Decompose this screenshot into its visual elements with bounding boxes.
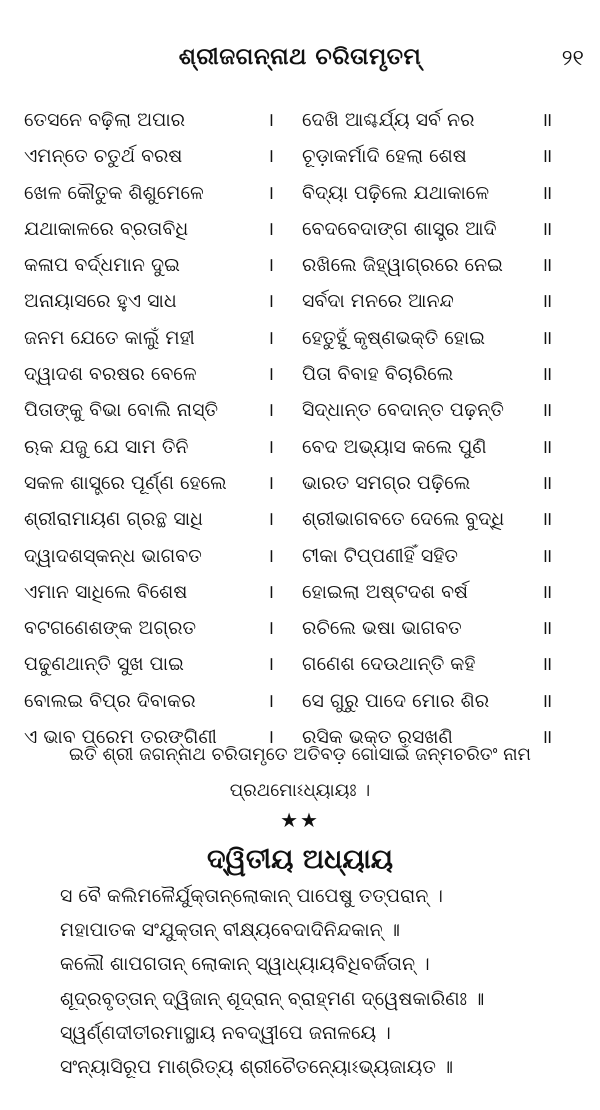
half-verse-separator: । [267, 653, 275, 676]
verse-first-half: ଦ୍ୱାଦଶ ବରଷର ବେଳେ [24, 363, 197, 386]
verse-second-half: ଚୂଡ଼ାକର୍ମାଦି ହେଲା ଶେଷ [302, 145, 467, 168]
half-verse-separator: । [267, 617, 275, 640]
half-verse-separator: । [267, 471, 275, 494]
verse-first-half: ଜନମ ଯେତେ କାଲୁଁ ମହୀ [24, 326, 195, 349]
verse-second-half: ଟୀକା ଟିପ୍ପଣୀହିଁ ସହିତ [302, 544, 458, 567]
verse-row [0, 538, 600, 574]
verse-first-half: ଏ ଭାବ ପ୍ରେମ ତରଙ୍ଗିଣୀ [24, 726, 217, 749]
verse-end-mark: ॥ [541, 508, 553, 531]
verse-row [0, 102, 600, 138]
half-verse-separator: । [267, 726, 275, 749]
verse-end-mark: ॥ [541, 617, 553, 640]
verse-first-half: ବୋଲଇ ବିପ୍ର ଦିବାକର [24, 689, 196, 712]
verse-end-mark: ॥ [541, 399, 553, 422]
verse-first-half: ସକଳ ଶାସ୍ତ୍ରେ ପୂର୍ଣ୍ଣ ହେଲେ [24, 471, 227, 494]
half-verse-separator: । [267, 145, 275, 168]
half-verse-separator: । [267, 109, 275, 131]
sanskrit-line: ସ ବୈ କଲିମଳୈର୍ଯୁକ୍ତାନ୍‌ଲୋକାନ୍ ପାପେଷୁ ତତ୍‌ପରାନ୍ । [60, 885, 443, 907]
verse-end-mark: ॥ [541, 326, 553, 349]
sanskrit-line: ଶୂଦ୍ରବୃତ୍ତାନ୍ ଦ୍ୱିଜାନ୍ ଶୂଦ୍ରାନ୍ ବ୍ରାହ୍ମଣ ଦ୍ୱେଷକାରିଣଃ ॥ [60, 987, 485, 1010]
verse-end-mark: ॥ [541, 181, 553, 204]
verse-second-half: ହେତୁହୁଁ କୃଷ୍ଣଭକ୍ତି ହୋଇ [302, 326, 486, 349]
half-verse-separator: । [267, 544, 275, 567]
verse-first-half: ଶ୍ରୀରାମାୟଣ ଗ୍ରନ୍ଥ ସାଧି [24, 508, 203, 531]
verse-first-half: ଅନାୟାସରେ ହୁଏ ସାଧ [24, 290, 177, 313]
half-verse-separator: । [267, 580, 275, 603]
star-ornament: ★★ [280, 808, 320, 832]
half-verse-separator: । [267, 399, 275, 422]
half-verse-separator: । [267, 217, 275, 240]
verse-second-half: ସିଦ୍ଧାନ୍ତ ବେଦାନ୍ତ ପଢ଼ନ୍ତି [302, 399, 504, 422]
chapter-colophon [0, 737, 600, 809]
sanskrit-line: ସଂନ୍ୟାସିରୂପ ମାଶ୍ରିତ୍ୟ ଶ୍ରୀଚୈତନ୍ୟୋଽଭ୍ୟଜାୟତ ॥ [60, 1055, 454, 1078]
verse-row [0, 247, 600, 283]
verse-end-mark: ॥ [541, 290, 553, 313]
sanskrit-verse-block [60, 879, 590, 1084]
half-verse-separator: । [267, 181, 275, 204]
verse-second-half: ଶ୍ରୀଭାଗବତେ ଦେଲେ ବୁଦ୍ଧି [302, 508, 505, 531]
verse-second-half: ରଚିଲେ ଭଷା ଭାଗବତ [302, 617, 462, 640]
verse-row [0, 683, 600, 719]
sanskrit-line: ମହାପାତକ ସଂଯୁକ୍ତାନ୍ ବୀକ୍ଷ୍ୟବେଦାଦିନିନ୍ଦକାନ୍ ॥ [60, 919, 400, 942]
verse-second-half: ସେ ଗୁରୁ ପାଦେ ମୋର ଶିର [302, 689, 490, 712]
verse-second-half: ରଖିଲେ ଜିହ୍ୱାଗ୍ରରେ ନେଇ [302, 254, 503, 277]
verse-end-mark: ॥ [541, 471, 553, 494]
verse-row [0, 392, 600, 428]
verse-first-half: ଏମନ୍ତେ ଚତୁର୍ଥ ବରଷ [24, 145, 183, 168]
verse-second-half: ଗଣେଶ ଦେଉଥାନ୍ତି କହି [302, 653, 476, 676]
verse-end-mark: ॥ [541, 435, 553, 458]
verse-first-half: ଋକ ଯଜୁ ଯେ ସାମ ତିନି [24, 435, 189, 458]
verse-first-half: ଏମାନ ସାଧିଲେ ବିଶେଷ [24, 580, 188, 603]
chapter-heading: ଦ୍ୱିତୀୟ ଅଧ୍ୟାୟ [206, 844, 394, 875]
verse-second-half: ବେଦବେଦାଙ୍ଗ ଶାସ୍ତ୍ର ଆଦି [302, 217, 497, 240]
half-verse-separator: । [267, 290, 275, 313]
verse-first-half: କଳାପ ବର୍ଦ୍ଧମାନ ଦୁଇ [24, 254, 180, 277]
verse-first-half: ଯଥାକାଳରେ ବ୍ରତାବିଧି [24, 217, 189, 240]
verse-second-half: ଦେଖି ଆଶ୍ଚର୍ଯ୍ୟ ସର୍ବ ନର [302, 109, 475, 131]
half-verse-separator: । [267, 508, 275, 531]
verse-row [0, 211, 600, 247]
verse-row [0, 175, 600, 211]
verse-second-half: ରସିକ ଭକ୍ତ ରସଖଣି [302, 726, 453, 749]
verse-second-half: ଭାରତ ସମଗ୍ର ପଢ଼ିଲେ [302, 471, 471, 494]
verse-row [0, 356, 600, 392]
verse-first-half: ତେସନେ ବଢ଼ିଲା ଅପାର [24, 109, 186, 131]
verse-end-mark: ॥ [541, 109, 553, 131]
verse-first-half: ବଟଗଣେଶଙ୍କ ଅଗ୍ରତ [24, 617, 197, 640]
running-title: ଶ୍ରୀଜଗନ୍ନାଥ ଚରିତାମୃତମ୍ [178, 44, 422, 70]
verse-end-mark: ॥ [541, 689, 553, 712]
verse-row [0, 283, 600, 319]
verse-row [0, 646, 600, 682]
verse-second-half: ବିଦ୍ୟା ପଢ଼ିଲେ ଯଥାକାଳେ [302, 181, 490, 204]
verse-second-half: ହୋଇଲା ଅଷ୍ଟଦଶ ବର୍ଷ [302, 580, 469, 603]
verse-first-half: ଦ୍ୱାଦଶସ୍କନ୍ଧ ଭାଗବତ [24, 544, 202, 567]
verse-second-half: ବେଦ ଅଭ୍ୟାସ କଲେ ପୁଣି [302, 435, 487, 458]
verse-first-half: ପଢୁଣଥାନ୍ତି ସୁଖ ପାଇ [24, 653, 184, 676]
verse-end-mark: ॥ [541, 580, 553, 603]
verse-end-mark: ॥ [541, 544, 553, 567]
sanskrit-line: କଲୌ ଶାପଗତାନ୍ ଲୋକାନ୍ ସ୍ୱାଧ୍ୟାୟବିଧିବର୍ଜିତାନ୍ । [60, 953, 430, 976]
half-verse-separator: । [267, 689, 275, 712]
verse-row [0, 465, 600, 501]
verse-end-mark: ॥ [541, 145, 553, 168]
half-verse-separator: । [267, 435, 275, 458]
verse-first-half: ଖେଳ କୌତୁକ ଶିଶୁମେଳେ [24, 181, 204, 204]
half-verse-separator: । [267, 254, 275, 277]
colophon-line-1: ଇତି ଶ୍ରୀ ଜଗନ୍ନାଥ ଚରିତାମୃତେ ଅତିବଡ଼ ଗୋସାଇଁ ଜନ୍ମଚରିତଂ ନାମ [68, 744, 532, 765]
half-verse-separator: । [267, 363, 275, 386]
verse-row [0, 320, 600, 356]
verse-row [0, 138, 600, 174]
verse-table [0, 102, 600, 755]
verse-end-mark: ॥ [541, 653, 553, 676]
half-verse-separator: । [267, 326, 275, 349]
verse-row [0, 501, 600, 537]
verse-row [0, 574, 600, 610]
verse-row [0, 610, 600, 646]
sanskrit-line: ସ୍ୱର୍ଣ୍ଣଦୀତୀରମାସ୍ଥାୟ ନବଦ୍ୱୀପେ ଜନାଳୟେ । [60, 1021, 391, 1044]
colophon-line-2: ପ୍ରଥମୋଽଧ୍ୟାୟଃ । [229, 780, 371, 801]
verse-end-mark: ॥ [541, 363, 553, 386]
verse-end-mark: ॥ [541, 217, 553, 240]
verse-first-half: ପିତାଙ୍କୁ ବିଭା ବୋଲି ନାସ୍ତି [24, 399, 219, 422]
page-number: ୨୧ [561, 46, 584, 71]
verse-end-mark: ॥ [541, 726, 553, 749]
verse-row [0, 429, 600, 465]
verse-second-half: ସର୍ବଦା ମନରେ ଆନନ୍ଦ [302, 290, 454, 313]
verse-second-half: ପିତା ବିବାହ ବିଚାରିଲେ [302, 363, 454, 386]
verse-end-mark: ॥ [541, 254, 553, 277]
page-header [0, 40, 600, 80]
